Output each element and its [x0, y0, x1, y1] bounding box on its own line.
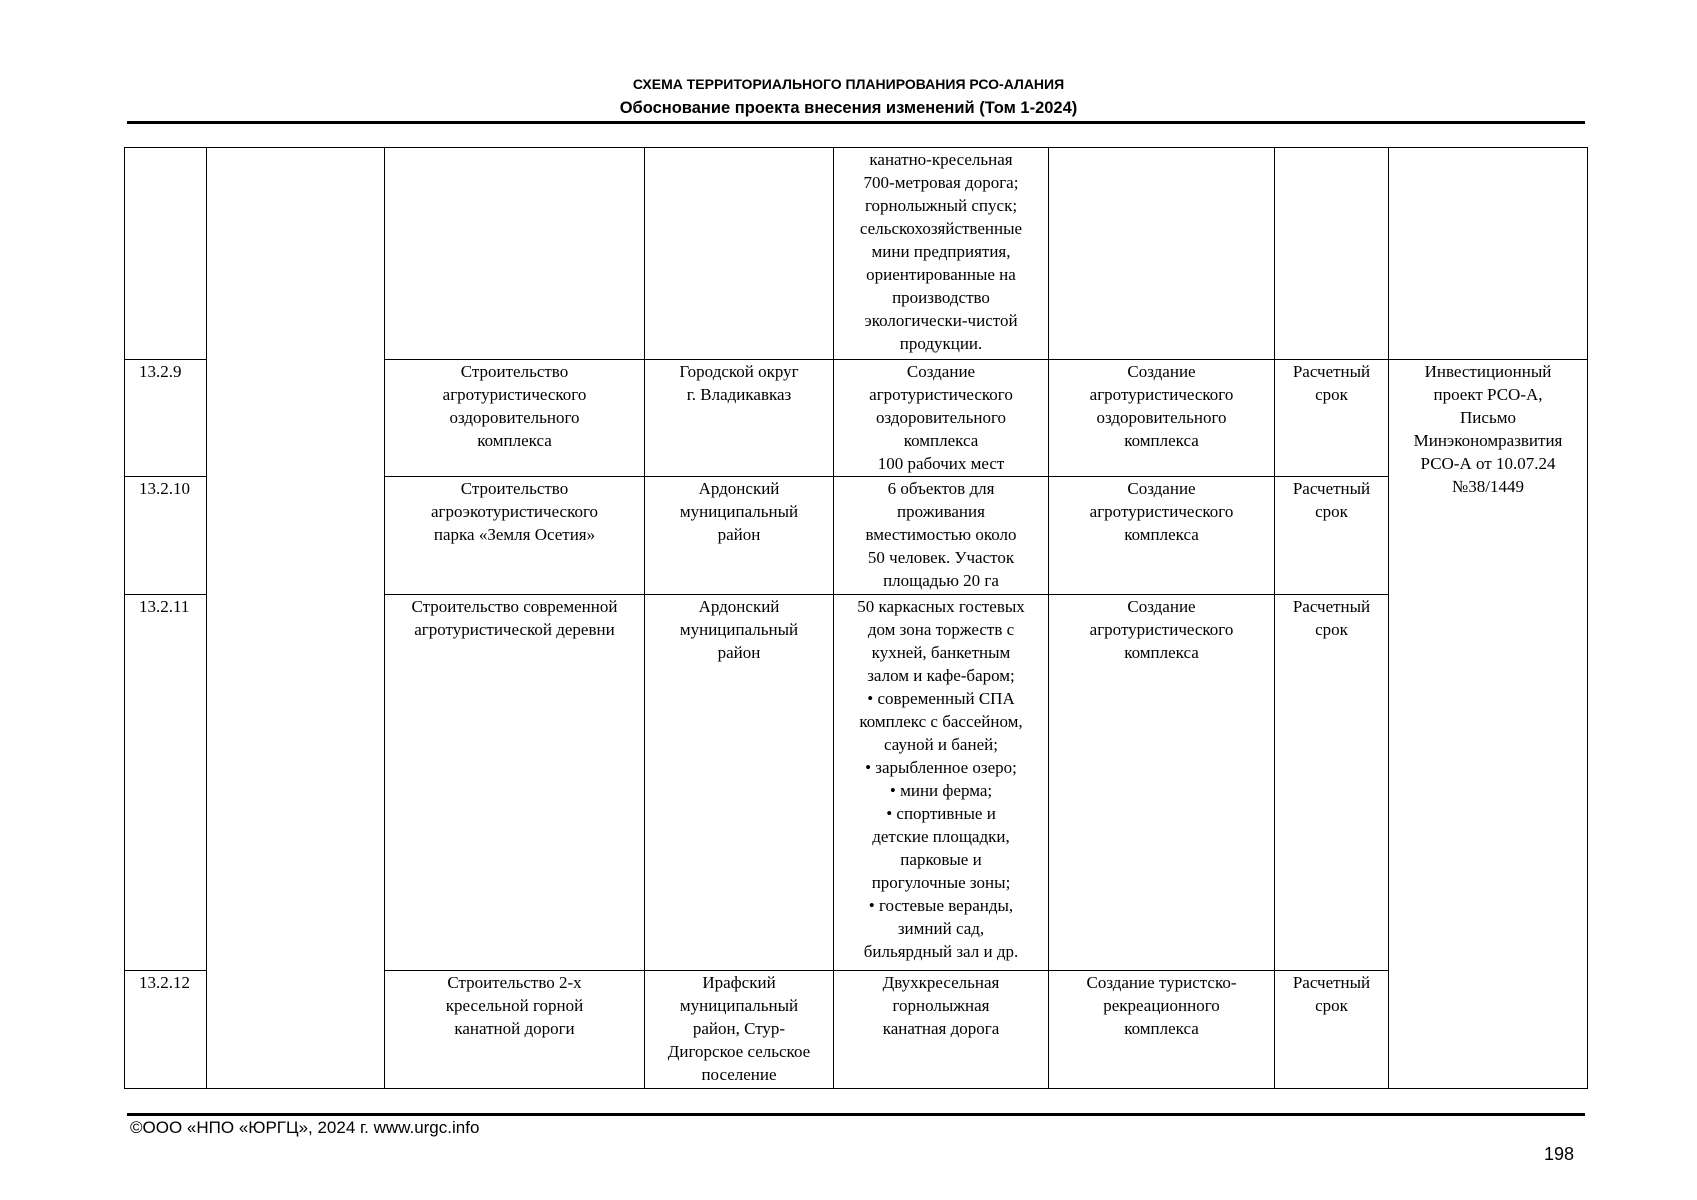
cell-text-line: район — [717, 643, 761, 662]
cell-text-line: агротуристического — [1089, 502, 1234, 521]
cell-text-line: срок — [1315, 620, 1348, 639]
cell-location — [645, 971, 834, 1089]
cell-location — [645, 595, 834, 971]
cell-text-line: • спортивные и — [886, 804, 996, 823]
cell-text-line: парковые и — [900, 850, 982, 869]
cell-text-line: Расчетный — [1292, 362, 1371, 381]
cell-text-line: комплекса — [477, 431, 552, 450]
cell-text-line: Создание — [1127, 597, 1196, 616]
cell-text-line: Создание — [906, 362, 976, 381]
cell-purpose — [1049, 148, 1275, 360]
cell-name — [385, 595, 645, 971]
cell-text-line: Дигорское сельское — [667, 1042, 811, 1061]
cell-description — [834, 477, 1049, 595]
cell-text-line: агротуристического — [1089, 620, 1234, 639]
footer-rule — [127, 1113, 1585, 1116]
cell-num: 13.2.11 — [125, 595, 207, 971]
cell-text-line: 50 человек. Участок — [867, 548, 1015, 567]
cell-text-line: проживания — [897, 502, 985, 521]
cell-text-line: оздоровительного — [449, 408, 580, 427]
cell-text-line: муниципальный — [679, 502, 799, 521]
cell-text-line: • зарыбленное озеро; — [865, 758, 1017, 777]
cell-name — [385, 971, 645, 1089]
cell-location — [645, 148, 834, 360]
cell-text-line: Ардонский — [698, 597, 780, 616]
cell-text-line: 50 каркасных гостевых — [857, 597, 1025, 616]
cell-text-line: агротуристической деревни — [414, 620, 615, 639]
cell-text-line: агроэкотуристического — [430, 502, 599, 521]
cell-purpose — [1049, 595, 1275, 971]
cell-text-line: Строительство — [460, 362, 569, 381]
cell-text-line: кресельной горной — [445, 996, 584, 1015]
cell-name — [385, 477, 645, 595]
document-title: СХЕМА ТЕРРИТОРИАЛЬНОГО ПЛАНИРОВАНИЯ РСО-АЛАНИЯ — [632, 76, 1065, 92]
cell-text-line: производство — [892, 288, 990, 307]
cell-name — [385, 360, 645, 477]
cell-text-line: срок — [1315, 385, 1348, 404]
cell-text-line: Расчетный — [1292, 479, 1371, 498]
document-subtitle: Обоснование проекта внесения изменений (Том 1-2024) — [619, 99, 1078, 117]
cell-description — [834, 971, 1049, 1089]
cell-text-line: комплекса — [1124, 431, 1199, 450]
cell-text-line: срок — [1315, 996, 1348, 1015]
cell-text-line: Письмо — [1460, 408, 1516, 427]
cell-text-line: комплекса — [1124, 525, 1199, 544]
cell-purpose — [1049, 971, 1275, 1089]
cell-text-line: оздоровительного — [1096, 408, 1227, 427]
cell-text-line: площадью 20 га — [883, 571, 999, 590]
cell-basis — [1389, 360, 1588, 1089]
cell-text-line: кухней, банкетным — [871, 643, 1011, 662]
cell-text-line: агротуристического — [442, 385, 587, 404]
cell-text-line: 100 рабочих мест — [877, 454, 1005, 473]
cell-text-line: • гостевые веранды, — [868, 896, 1014, 915]
cell-text-line: парка «Земля Осетия» — [433, 525, 596, 544]
cell-text-line: Минэкономразвития — [1413, 431, 1563, 450]
cell-description — [834, 360, 1049, 477]
cell-text-line: 700-метровая дорога; — [863, 173, 1019, 192]
cell-text-line: агротуристического — [869, 385, 1013, 404]
cell-text-line: Инвестиционный — [1424, 362, 1552, 381]
cell-basis-empty — [1389, 148, 1588, 360]
cell-text-line: сауной и баней; — [884, 735, 998, 754]
page-header — [0, 72, 1697, 120]
cell-text-line: • мини ферма; — [889, 781, 993, 800]
cell-group-merged — [207, 148, 385, 1089]
footer-copyright: ©ООО «НПО «ЮРГЦ», 2024 г. www.urgc.info — [130, 1118, 480, 1137]
cell-term — [1275, 360, 1389, 477]
cell-num — [125, 148, 207, 360]
cell-purpose — [1049, 360, 1275, 477]
cell-text-line: продукции. — [899, 334, 983, 353]
cell-text-line: Строительство современной — [411, 597, 618, 616]
cell-text-line: №38/1449 — [1452, 477, 1524, 496]
cell-num: 13.2.10 — [125, 477, 207, 595]
cell-text-line: Городской округ — [679, 362, 799, 381]
cell-text-line: Создание — [1127, 479, 1196, 498]
cell-text-line: район — [717, 525, 761, 544]
projects-table — [124, 147, 1588, 1089]
cell-num: 13.2.12 — [125, 971, 207, 1089]
cell-text-line: Ардонский — [698, 479, 780, 498]
cell-text-line: комплекса — [903, 431, 979, 450]
cell-term — [1275, 971, 1389, 1089]
cell-text-line: рекреационного — [1103, 996, 1220, 1015]
cell-text-line: • современный СПА — [867, 689, 1015, 708]
cell-text-line: комплекса — [1124, 1019, 1199, 1038]
cell-text-line: район, Стур- — [692, 1019, 786, 1038]
cell-text-line: срок — [1315, 502, 1348, 521]
cell-description — [834, 595, 1049, 971]
cell-text-line: бильярдный зал и др. — [863, 942, 1019, 961]
cell-text-line: Расчетный — [1292, 973, 1371, 992]
cell-text-line: мини предприятия, — [871, 242, 1011, 261]
cell-text-line: Создание — [1127, 362, 1196, 381]
cell-text-line: детские площадки, — [872, 827, 1010, 846]
cell-text-line: горнолыжный спуск; — [864, 196, 1018, 215]
cell-text-line: Создание туристско- — [1086, 973, 1237, 992]
cell-term — [1275, 148, 1389, 360]
cell-text-line: муниципальный — [679, 996, 799, 1015]
cell-text-line: агротуристического — [1089, 385, 1234, 404]
cell-location — [645, 360, 834, 477]
cell-text-line: муниципальный — [679, 620, 799, 639]
cell-text-line: Ирафский — [702, 973, 776, 992]
cell-text-line: оздоровительного — [875, 408, 1007, 427]
cell-name — [385, 148, 645, 360]
cell-text-line: канатной дороги — [454, 1019, 575, 1038]
cell-text-line: РСО-А от 10.07.24 — [1420, 454, 1556, 473]
cell-text-line: сельскохозяйственные — [859, 219, 1023, 238]
cell-purpose — [1049, 477, 1275, 595]
cell-text-line: канатная дорога — [882, 1019, 1000, 1038]
cell-text-line: проект РСО-А, — [1433, 385, 1543, 404]
cell-text-line: дом зона торжеств с — [867, 620, 1015, 639]
cell-text-line: г. Владикавказ — [686, 385, 792, 404]
cell-num: 13.2.9 — [125, 360, 207, 477]
cell-text-line: поселение — [701, 1065, 777, 1084]
cell-term — [1275, 595, 1389, 971]
cell-text-line: зимний сад, — [897, 919, 985, 938]
cell-location — [645, 477, 834, 595]
cell-text-line: вместимостью около — [865, 525, 1017, 544]
cell-text-line: Расчетный — [1292, 597, 1371, 616]
cell-text-line: комплекса — [1124, 643, 1199, 662]
cell-text-line: залом и кафе-баром; — [867, 666, 1015, 685]
cell-text-line: прогулочные зоны; — [871, 873, 1011, 892]
page-number: 198 — [1543, 1144, 1574, 1164]
cell-text-line: экологически-чистой — [864, 311, 1018, 330]
table-row-continuation — [125, 148, 1588, 360]
cell-term — [1275, 477, 1389, 595]
header-rule — [127, 121, 1585, 124]
cell-text-line: комплекс с бассейном, — [859, 712, 1023, 731]
cell-text-line: Строительство — [460, 479, 569, 498]
cell-text-line: Двухкресельная — [882, 973, 1000, 992]
cell-text-line: ориентированные на — [866, 265, 1016, 284]
cell-description — [834, 148, 1049, 360]
cell-text-line: Строительство 2-х — [447, 973, 582, 992]
cell-text-line: горнолыжная — [892, 996, 990, 1015]
cell-text-line: канатно-кресельная — [869, 150, 1013, 169]
cell-text-line: 6 объектов для — [887, 479, 995, 498]
